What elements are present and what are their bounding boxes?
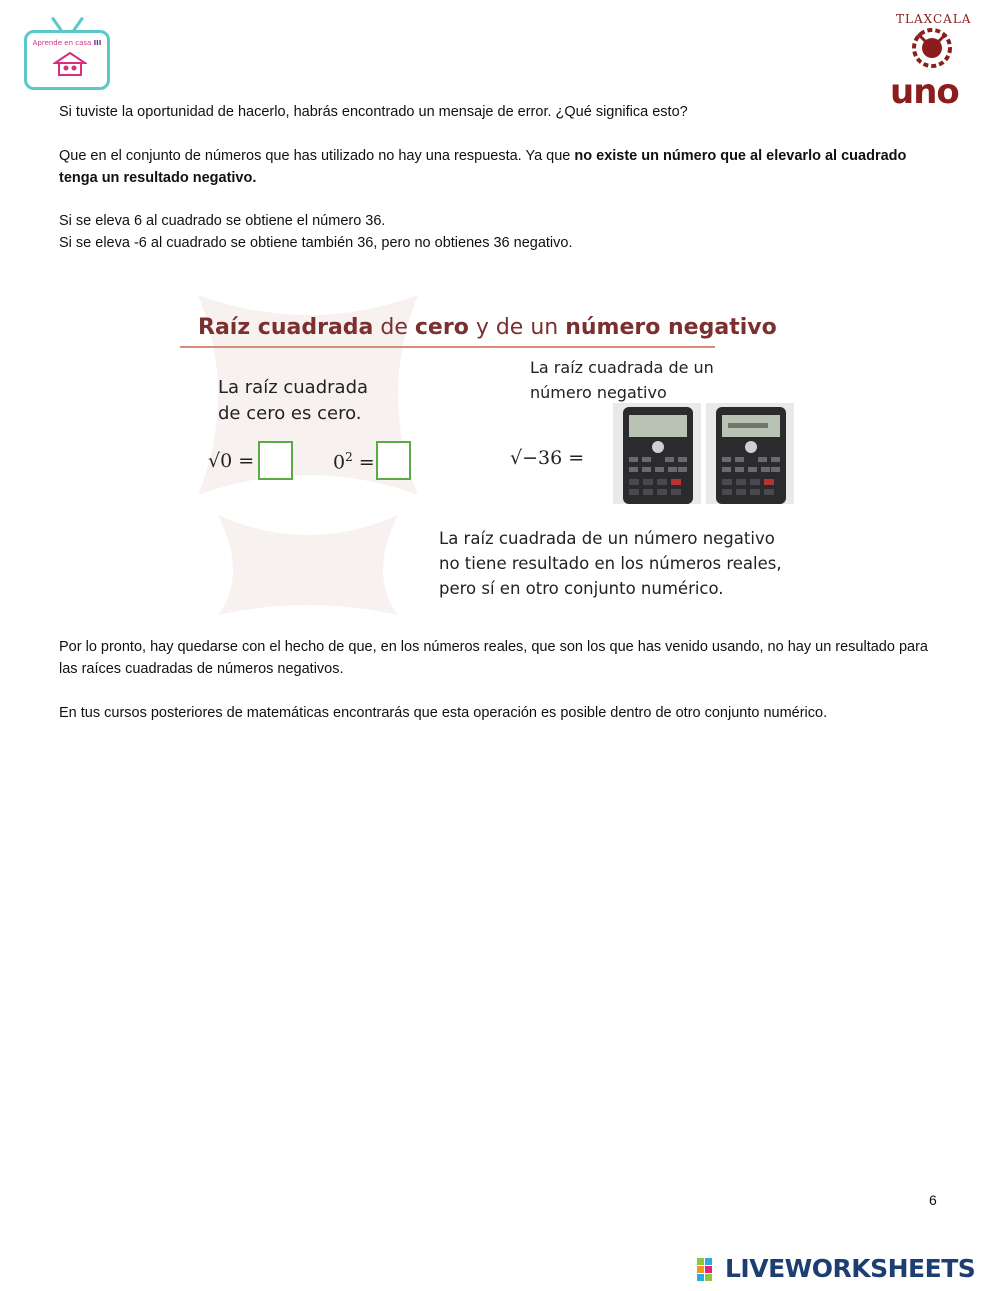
- zero-root-text: La raíz cuadrada de cero es cero.: [218, 377, 369, 424]
- house-icon: [53, 51, 87, 77]
- square-root-slide: [178, 275, 818, 630]
- calculator-icon: [613, 403, 701, 504]
- aprende-en-casa-logo: Aprende en casa III: [22, 14, 114, 94]
- zero-squared-expression: $0^2$ =: [333, 450, 375, 474]
- sqrt-negative-expression: √−36 =: [510, 447, 585, 469]
- example-line-1: Si se eleva 6 al cuadrado se obtiene el número 36.: [59, 213, 386, 229]
- calculator-photo-1: [613, 403, 701, 504]
- future-courses-paragraph: En tus cursos posteriores de matemáticas encontrarás que esta operación es posible dentro de otro conjunto numérico.: [59, 705, 828, 721]
- negative-root-note: La raíz cuadrada de un número negativo no tiene resultado en los números reales, pero sí en otro conjunto numérico.: [439, 529, 782, 598]
- school-emblem-icon: [908, 26, 956, 70]
- zero-squared-answer-box[interactable]: [376, 441, 411, 480]
- tlaxcala-school-logo: TLAXCALA uno: [890, 12, 972, 112]
- example-line-2: Si se eleva -6 al cuadrado se obtiene también 36, pero no obtienes 36 negativo.: [59, 235, 573, 251]
- slide-title: Raíz cuadrada de cero y de un número negativo: [198, 315, 777, 340]
- sqrt-zero-expression: √0 =: [208, 450, 255, 472]
- conclusion-paragraph: Por lo pronto, hay quedarse con el hecho de que, en los números reales, que son los que has venido usando, no hay un resultado para las raíces cuadradas de números negativos.: [59, 639, 928, 677]
- intro-paragraph: Si tuviste la oportunidad de hacerlo, habrás encontrado un mensaje de error. ¿Qué significa esto?: [59, 104, 688, 120]
- negative-root-heading: La raíz cuadrada de un número negativo: [530, 358, 714, 402]
- calculator-photo-2: [706, 403, 794, 504]
- liveworksheets-icon: [697, 1258, 721, 1282]
- calculator-icon: [706, 403, 794, 504]
- title-underline: [180, 346, 715, 348]
- page-number: 6: [929, 1192, 937, 1208]
- sqrt-zero-answer-box[interactable]: [258, 441, 293, 480]
- explanation-paragraph: Que en el conjunto de números que has utilizado no hay una respuesta. Ya que no existe un número que al elevarlo al cuadrado tenga un resultado negativo.: [59, 148, 907, 186]
- key-statement: no existe un número que al elevarlo al cuadrado tenga un resultado negativo.: [59, 148, 907, 186]
